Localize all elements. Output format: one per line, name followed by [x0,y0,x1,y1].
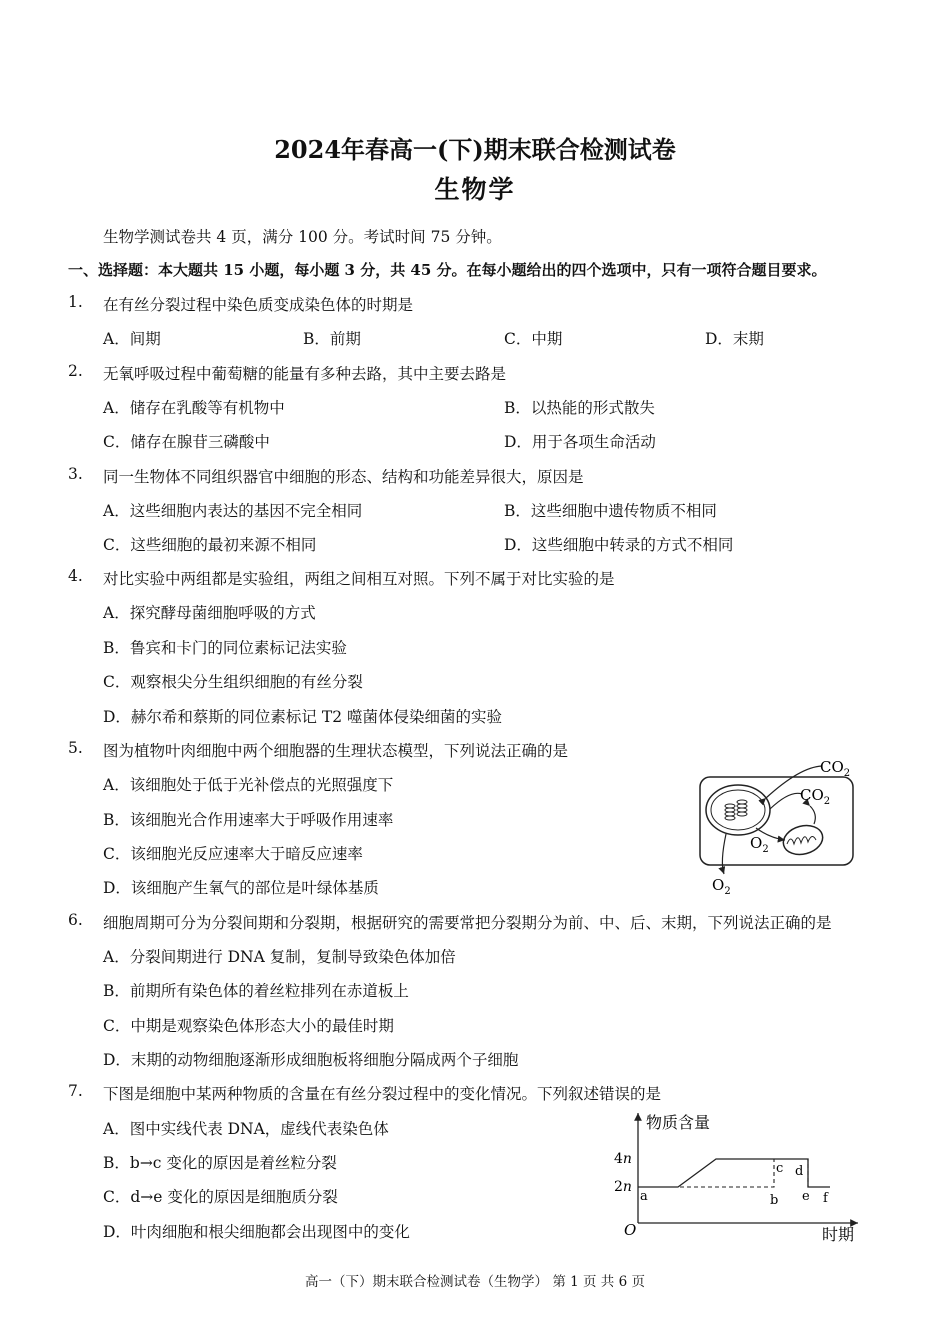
option: B．前期 [303,330,361,348]
section-heading: 一、选择题：本大题共 15 小题，每小题 3 分，共 45 分。在每小题给出的四个选项中，只有一项符合题目要求。 [68,261,827,279]
option: B．鲁宾和卡门的同位素标记法实验 [103,639,347,657]
question-number: 6. [68,911,83,929]
chloroplast [706,785,770,835]
svg-text:CO2: $CO_2$ [820,758,851,779]
co2-label-mid: CO [800,786,824,804]
cell-organelle-diagram [690,752,865,902]
svg-text:O2: $O_2$ [750,834,769,855]
o2-label-mid: O [750,834,763,852]
question-stem: 对比实验中两组都是实验组，两组之间相互对照。下列不属于对比实验的是 [103,570,615,588]
option: C．观察根尖分生组织细胞的有丝分裂 [103,673,363,691]
option: D．这些细胞中转录的方式不相同 [504,536,734,554]
option: C．储存在腺苷三磷酸中 [103,433,270,451]
exam-title: 2024年春高一(下)期末联合检测试卷 [274,135,676,164]
option: B．这些细胞中遗传物质不相同 [504,502,717,520]
question-number: 7. [68,1082,83,1100]
question-number: 5. [68,739,83,757]
option: C．该细胞光反应速率大于暗反应速率 [103,845,363,863]
y-tick-4n: 4 [614,1151,623,1167]
option: C．中期是观察染色体形态大小的最佳时期 [103,1017,394,1035]
question-stem: 图为植物叶肉细胞中两个细胞器的生理状态模型，下列说法正确的是 [103,742,569,760]
svg-text:CO2: $CO_2$ [800,786,831,807]
option: B．前期所有染色体的着丝粒排列在赤道板上 [103,982,409,1000]
o2-label-bottom: O [712,876,725,894]
option: D．叶肉细胞和根尖细胞都会出现图中的变化 [103,1223,410,1241]
co2-label-top: CO [820,758,844,776]
option: A．该细胞处于低于光补偿点的光照强度下 [103,776,394,794]
option: B．该细胞光合作用速率大于呼吸作用速率 [103,811,394,829]
question-number: 2. [68,362,83,380]
point-a: a [640,1189,648,1204]
question-stem: 同一生物体不同组织器官中细胞的形态、结构和功能差异很大，原因是 [103,468,584,486]
option: D．用于各项生命活动 [504,433,656,451]
option: D．末期 [705,330,764,348]
point-f: f [823,1191,828,1206]
question-stem: 下图是细胞中某两种物质的含量在有丝分裂过程中的变化情况。下列叙述错误的是 [103,1085,662,1103]
option: A．储存在乳酸等有机物中 [103,399,285,417]
mitochondrion [780,821,826,858]
question-number: 4. [68,567,83,585]
svg-text:4n: 4n [614,1151,632,1167]
point-d: d [795,1164,804,1179]
option: B．b→c 变化的原因是着丝粒分裂 [103,1154,337,1172]
question-number: 1. [68,293,83,311]
option: A．图中实线代表 DNA，虚线代表染色体 [103,1120,389,1138]
svg-text:2n: 2n [614,1179,632,1195]
question-number: 3. [68,465,83,483]
origin-label: O [624,1221,637,1239]
question-stem: 在有丝分裂过程中染色质变成染色体的时期是 [103,296,414,314]
mitosis-content-graph [608,1108,868,1248]
point-c: c [776,1161,784,1176]
option: C．d→e 变化的原因是细胞质分裂 [103,1188,338,1206]
point-b: b [770,1193,779,1208]
subject-title: 生物学 [434,175,516,204]
option: C．这些细胞的最初来源不相同 [103,536,317,554]
option: B．以热能的形式散失 [504,399,655,417]
option: A．间期 [103,330,161,348]
y-axis-label: 物质含量 [646,1113,711,1132]
exam-intro: 生物学测试卷共 4 页，满分 100 分。考试时间 75 分钟。 [103,228,502,246]
option: A．这些细胞内表达的基因不完全相同 [103,502,363,520]
option: C．中期 [504,330,563,348]
svg-text:O2: $O_2$ [712,876,731,897]
x-axis-label: 时期 [822,1225,855,1244]
option: A．探究酵母菌细胞呼吸的方式 [103,604,316,622]
y-tick-2n: 2 [614,1179,623,1195]
option: D．末期的动物细胞逐渐形成细胞板将细胞分隔成两个子细胞 [103,1051,519,1069]
page-footer: 高一（下）期末联合检测试卷（生物学） 第 1 页 共 6 页 [305,1274,645,1290]
question-stem: 细胞周期可分为分裂间期和分裂期，根据研究的需要常把分裂期分为前、中、后、末期，下列说法正确的是 [103,914,832,932]
point-e: e [802,1189,810,1204]
option: A．分裂间期进行 DNA 复制，复制导致染色体加倍 [103,948,456,966]
question-stem: 无氧呼吸过程中葡萄糖的能量有多种去路，其中主要去路是 [103,365,507,383]
option: D．赫尔希和蔡斯的同位素标记 T2 噬菌体侵染细菌的实验 [103,708,502,726]
grana [725,800,747,820]
option: D．该细胞产生氧气的部位是叶绿体基质 [103,879,379,897]
